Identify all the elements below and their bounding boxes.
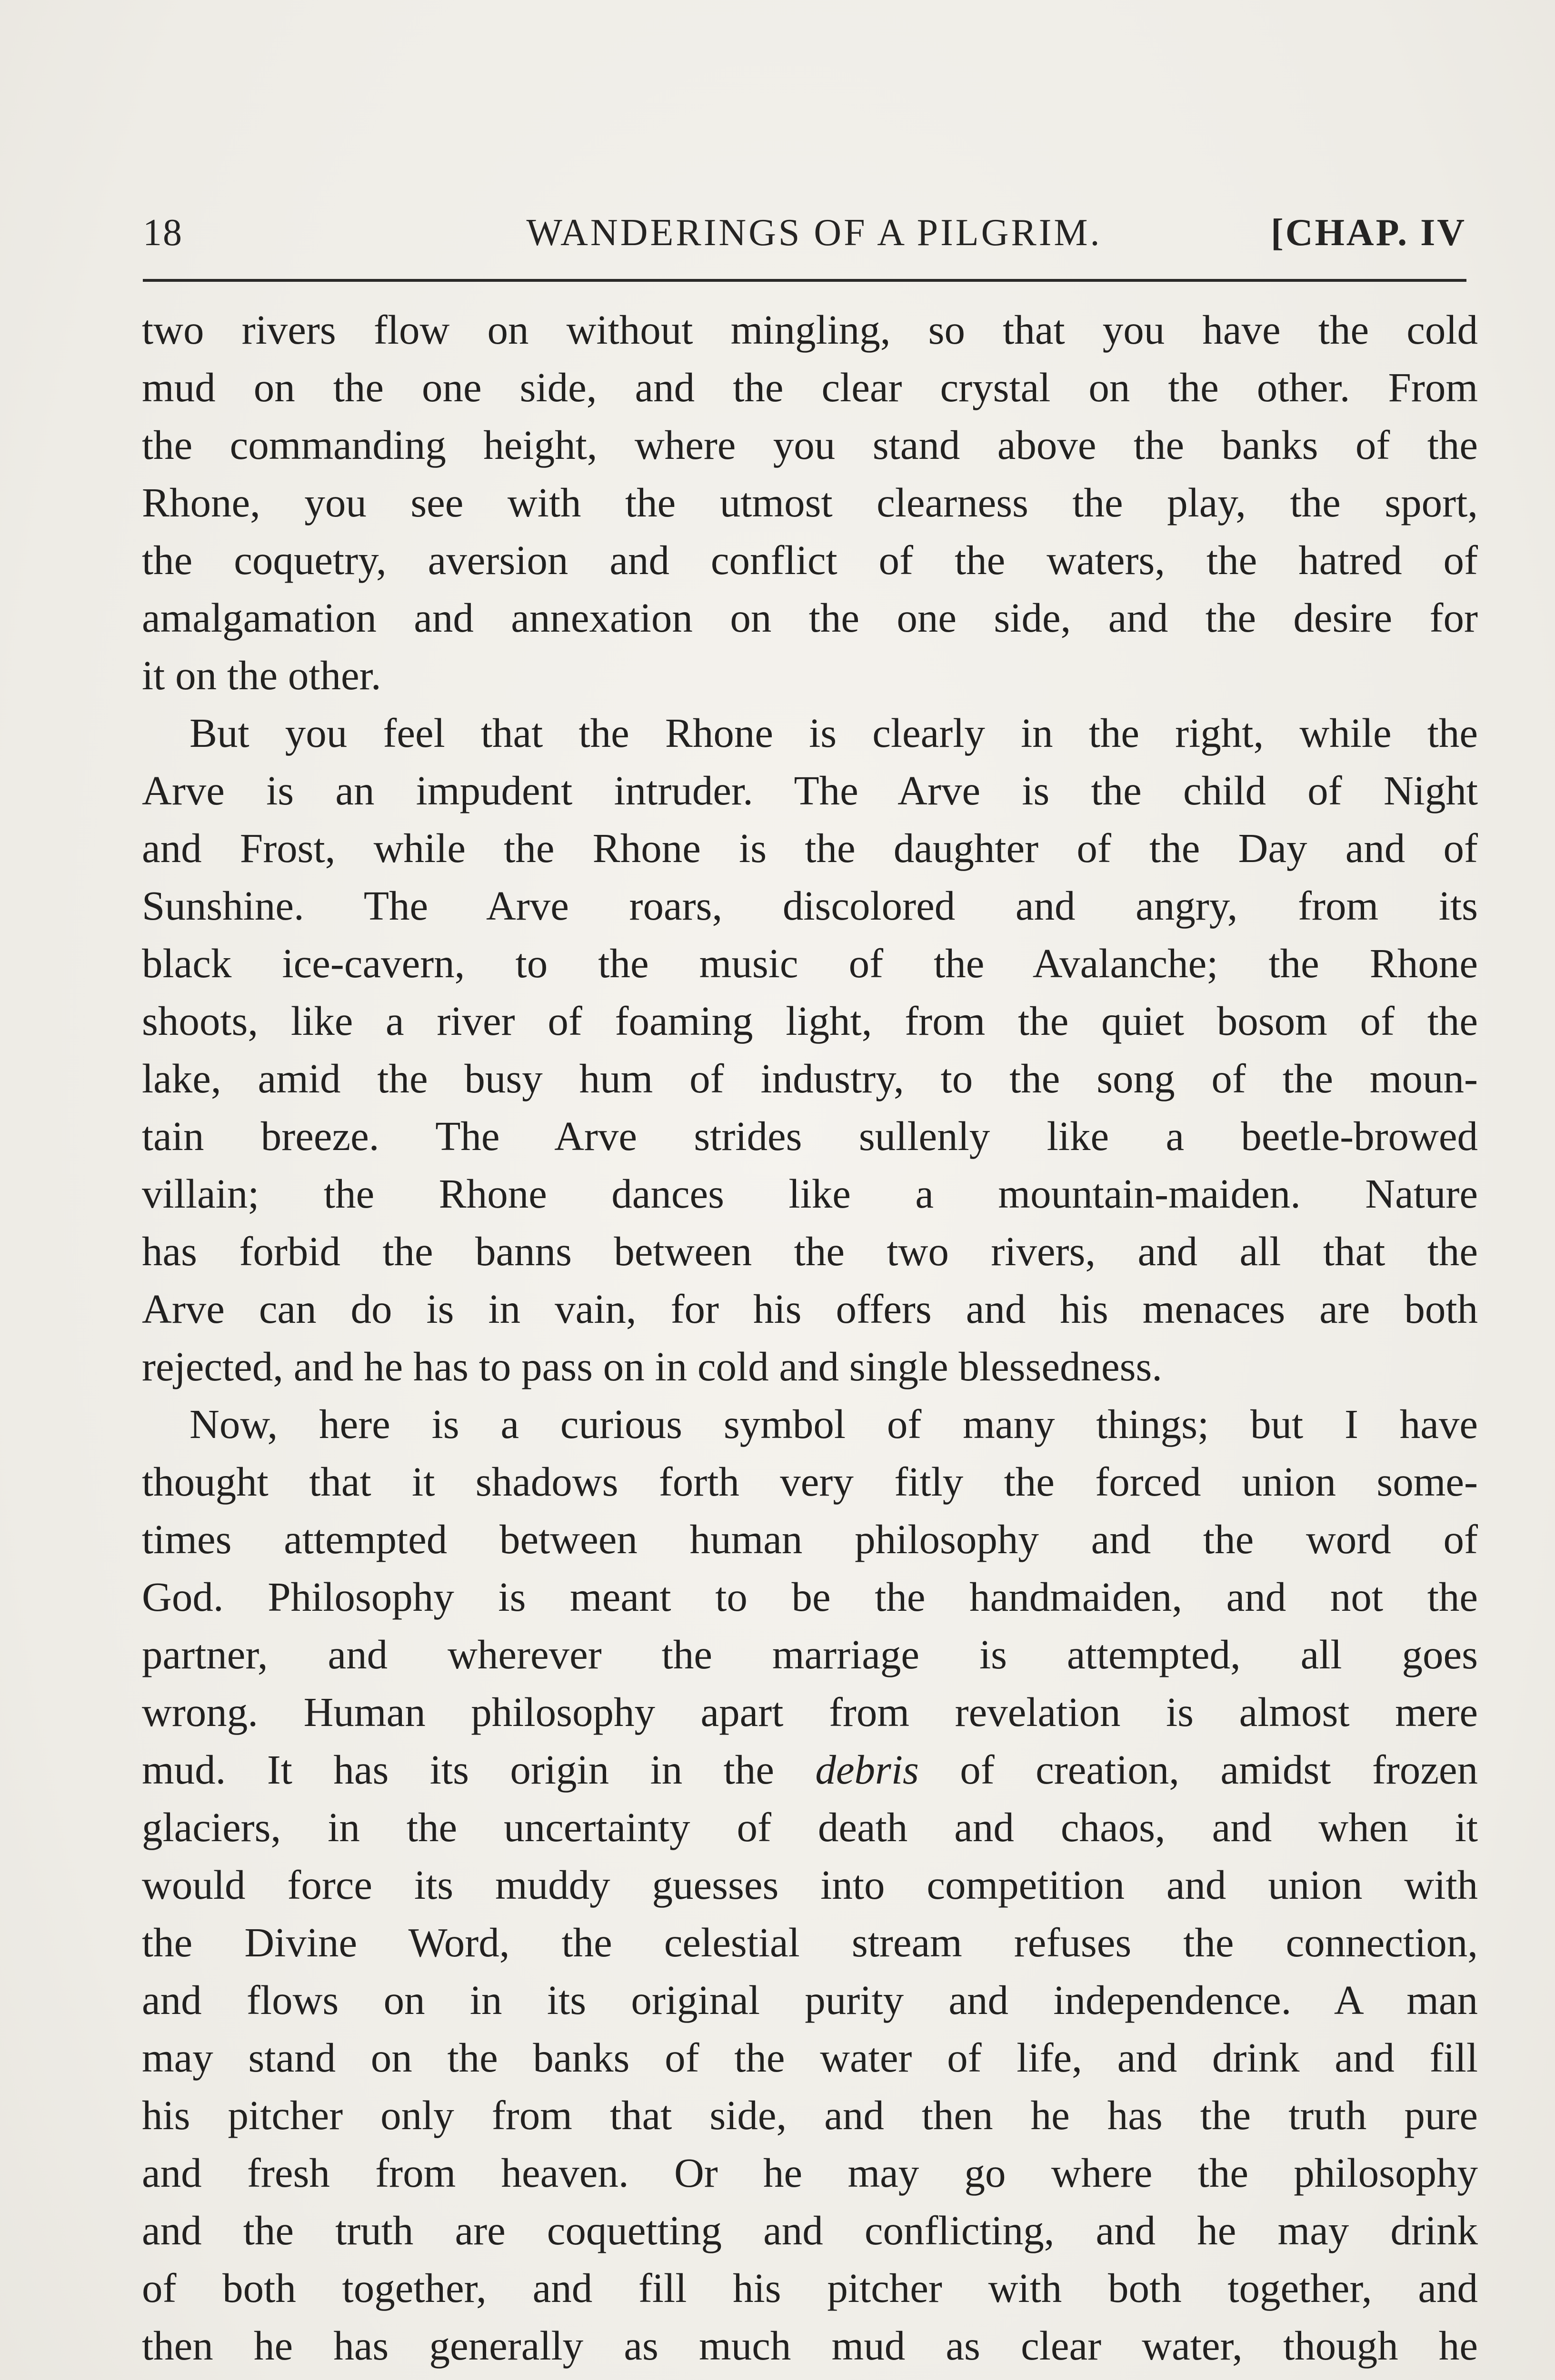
text-line: may stand on the banks of the water of life, and drink and fill: [142, 2034, 1478, 2081]
text-line: partner, and wherever the marriage is attempted, all goes: [142, 1631, 1478, 1677]
text-line: his pitcher only from that side, and then he has the truth pure: [142, 2092, 1478, 2138]
text-line: lake, amid the busy hum of industry, to the song of the moun-: [142, 1055, 1478, 1101]
text-line: tain breeze. The Arve strides sullenly like a beetle-browed: [142, 1113, 1478, 1159]
text-line: and flows on in its original purity and independence. A man: [142, 1977, 1478, 2023]
text-line: the commanding height, where you stand above the banks of the: [142, 422, 1478, 468]
body-text: [142, 301, 1478, 2380]
text-line: Arve can do is in vain, for his offers and his menaces are both: [142, 1286, 1478, 1332]
text-line: [142, 2374, 1478, 2380]
text-line: and fresh from heaven. Or he may go where the philosophy: [142, 2150, 1478, 2196]
italic-term: debris: [815, 1746, 919, 1793]
text-segment: mud. It has its origin in the: [142, 1746, 816, 1793]
text-segment: of creation, amidst frozen: [918, 1746, 1478, 1793]
text-line: two rivers flow on without mingling, so that you have the cold: [142, 307, 1478, 353]
text-line: of both together, and fill his pitcher with both together, and: [142, 2265, 1478, 2311]
text-line: mud on the one side, and the clear crystal on the other. From: [142, 364, 1478, 410]
text-line: [142, 1741, 1478, 1798]
text-line: it on the other.: [142, 652, 381, 698]
text-line: But you feel that the Rhone is clearly in the right, while the: [189, 710, 1478, 756]
text-line: has forbid the banns between the two rivers, and all that the: [142, 1228, 1478, 1274]
text-line: thought that it shadows forth very fitly the forced union some-: [142, 1458, 1478, 1505]
text-line: Arve is an impudent intruder. The Arve is the child of Night: [142, 767, 1478, 813]
page-number: 18: [143, 212, 183, 254]
text-line: God. Philosophy is meant to be the handmaiden, and not the: [142, 1574, 1478, 1620]
header-rule: [143, 279, 1466, 282]
text-line: the Divine Word, the celestial stream refuses the connection,: [142, 1919, 1478, 1965]
text-line: amalgamation and annexation on the one side, and the desire for: [142, 595, 1478, 641]
text-line: and Frost, while the Rhone is the daughter of the Day and of: [142, 825, 1478, 871]
text-line: times attempted between human philosophy and the word of: [142, 1516, 1478, 1562]
text-line: rejected, and he has to pass on in cold and single blessedness.: [142, 1343, 1163, 1389]
running-title: WANDERINGS OF A PILGRIM.: [526, 212, 1102, 254]
text-line: wrong. Human philosophy apart from revelation is almost mere: [142, 1689, 1478, 1735]
text-line: Sunshine. The Arve roars, discolored and angry, from its: [142, 883, 1478, 929]
text-line: and the truth are coquetting and conflicting, and he may drink: [142, 2207, 1478, 2253]
text-line: black ice-cavern, to the music of the Avalanche; the Rhone: [142, 940, 1478, 986]
text-line: Rhone, you see with the utmost clearness the play, the sport,: [142, 479, 1478, 526]
text-line: villain; the Rhone dances like a mountain-maiden. Nature: [142, 1170, 1478, 1217]
text-line: would force its muddy guesses into competition and union with: [142, 1862, 1478, 1908]
running-header: [143, 211, 1466, 264]
text-line: Now, here is a curious symbol of many things; but I have: [189, 1401, 1478, 1447]
text-line: the coquetry, aversion and conflict of the waters, the hatred of: [142, 537, 1478, 583]
chapter-reference: [CHAP. IV: [1271, 212, 1466, 254]
text-line: shoots, like a river of foaming light, from the quiet bosom of the: [142, 998, 1478, 1044]
text-line: then he has generally as much mud as clear water, though he: [142, 2322, 1478, 2369]
text-line: glaciers, in the uncertainty of death and chaos, and when it: [142, 1804, 1478, 1850]
